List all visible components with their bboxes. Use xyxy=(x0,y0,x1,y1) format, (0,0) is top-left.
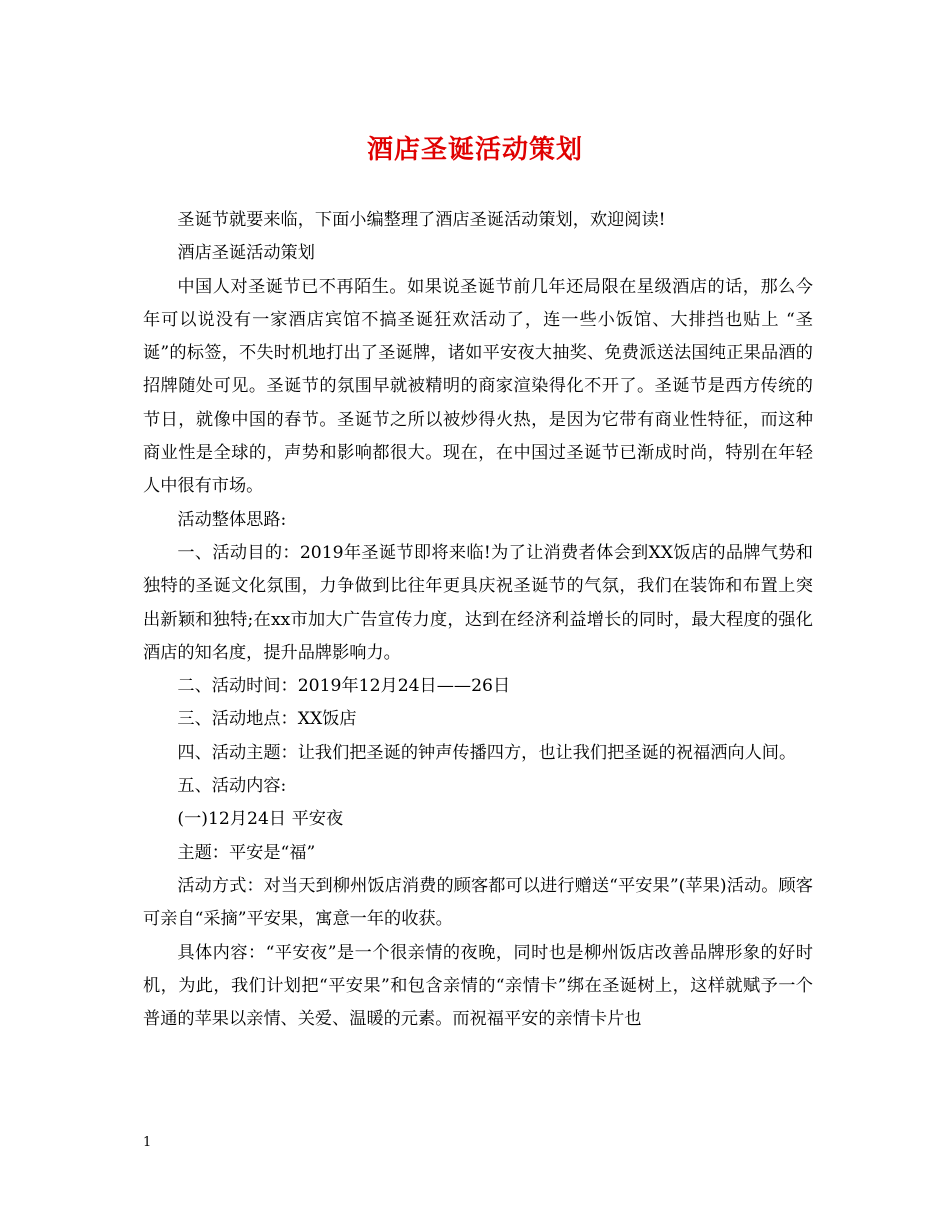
paragraph-intro: 圣诞节就要来临，下面小编整理了酒店圣诞活动策划，欢迎阅读! xyxy=(177,210,666,230)
paragraph-eve-theme: 主题：平安是“福” xyxy=(177,842,316,863)
paragraph-purpose: 一、活动目的：2019年圣诞节即将来临!为了让消费者体会到XX饭店的品牌气势和独特的圣诞文化氛围，力争做到比往年更具庆祝圣诞节的气氛，我们在装饰和布置上突出新颖和独特;在xx市加大广告宣传力度，达到在经济利益增长的同时，最大程度的强化酒店的知名度，提升品牌影响力。 xyxy=(143,542,813,663)
paragraph-subtitle: 酒店圣诞活动策划 xyxy=(177,243,315,264)
page-number: 1 xyxy=(143,1135,152,1150)
paragraph-details: 具体内容：“平安夜”是一个很亲情的夜晚，同时也是柳州饭店改善品牌形象的好时机，为此，我们计划把“平安果”和包含亲情的“亲情卡”绑在圣诞树上，这样就赋予一个普通的苹果以亲情、关爱、温暖的元素。而祝福平安的亲情卡片也 xyxy=(143,942,813,1030)
document-title: 酒店圣诞活动策划 xyxy=(366,135,583,165)
paragraph-background: 中国人对圣诞节已不再陌生。如果说圣诞节前几年还局限在星级酒店的话，那么今年可以说没有一家酒店宾馆不搞圣诞狂欢活动了，连一些小饭馆、大排挡也贴上 “圣诞”的标签，不失时机地打出了圣诞牌，诸如平安夜大抽奖、免费派送法国纯正果品酒的招牌随处可见。圣诞节的氛围早就被精明的商家渲染得化不开了。圣诞节是西方传统的节日，就像中国的春节。圣诞节之所以被炒得火热，是因为它带有商业性特征，而这种商业性是全球的，声势和影响都很大。现在，在中国过圣诞节已渐成时尚，特别在年轻人中很有市场。 xyxy=(143,276,813,497)
paragraph-time: 二、活动时间：2019年12月24日——26日 xyxy=(177,676,511,697)
paragraph-content-heading: 五、活动内容: xyxy=(177,776,287,797)
paragraph-activity-method: 活动方式：对当天到柳州饭店消费的顾客都可以进行赠送“平安果”(苹果)活动。顾客可亲自“采摘”平安果，寓意一年的收获。 xyxy=(143,875,813,930)
document-body xyxy=(143,204,813,1036)
paragraph-christmas-eve: (一)12月24日 平安夜 xyxy=(177,809,344,830)
paragraph-overall-idea: 活动整体思路: xyxy=(177,509,287,530)
paragraph-theme: 四、活动主题：让我们把圣诞的钟声传播四方，也让我们把圣诞的祝福洒向人间。 xyxy=(177,742,797,763)
paragraph-location: 三、活动地点：XX饭店 xyxy=(177,709,357,730)
